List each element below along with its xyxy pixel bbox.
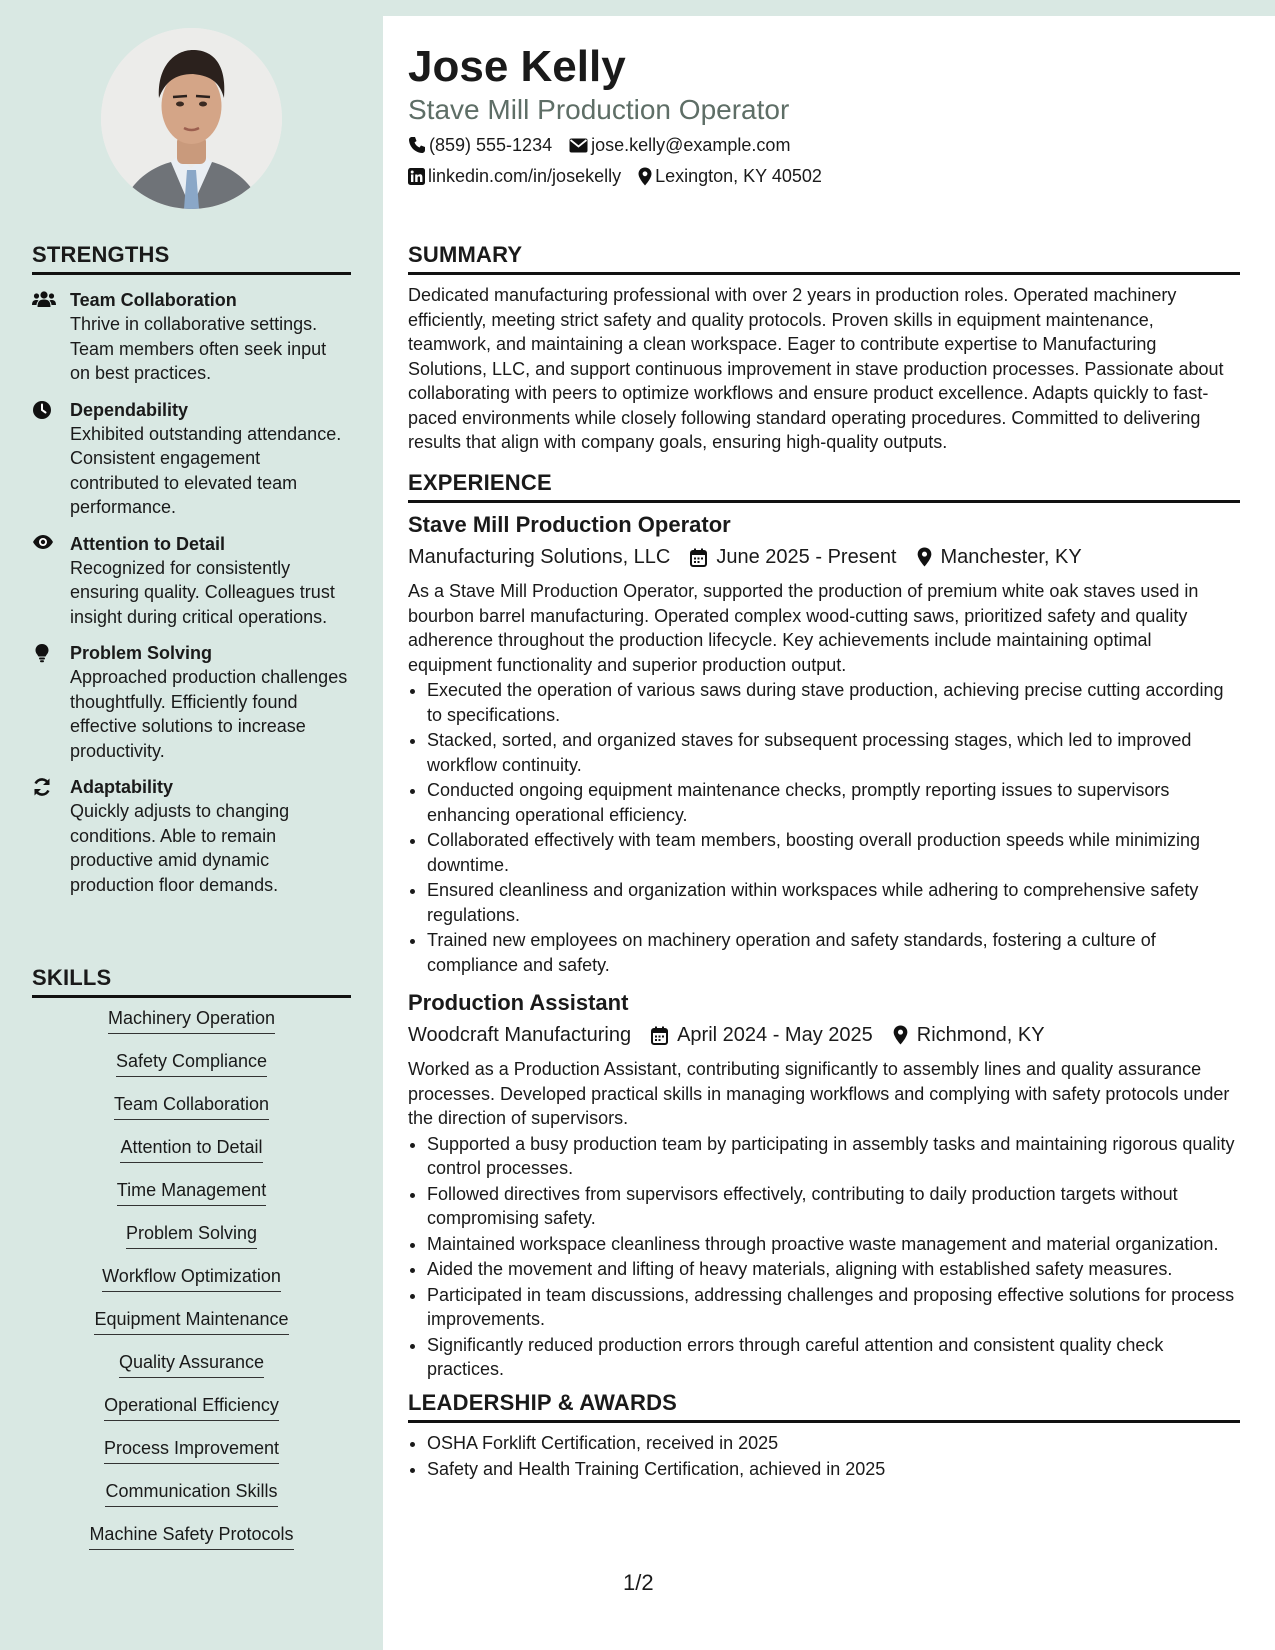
awards-section — [408, 1390, 1240, 1481]
strength-item — [32, 398, 351, 520]
job-dates — [651, 1021, 873, 1049]
contact-phone — [408, 133, 552, 157]
calendar-icon — [651, 1026, 668, 1045]
summary-text: Dedicated manufacturing professional with over 2 years in production roles. Operated machinery efficiently, meeting strict safety and quality protocols. Proven skills in equipment maintenance, teamwork, and maintaining a clean workspace. Eager to contribute expertise to Manufacturing Solutions, LLC, and support continuous improvement in stave production processes. Passionate about collaborating with peers to optimize workflows and ensure product excellence. Adapts quickly to fast-paced environments while closely following standard operating procedures. Committed to delivering results that align with company goals, ensuring high-quality outputs. — [408, 285, 1224, 452]
location-text: Lexington, KY 40502 — [655, 166, 822, 186]
strength-name: Team Collaboration — [70, 290, 237, 310]
job-location-text: Manchester, KY — [940, 546, 1082, 568]
refresh-icon — [32, 775, 70, 897]
skill-item: Time Management — [117, 1179, 266, 1206]
skill-item: Communication Skills — [105, 1480, 277, 1507]
page-number: 1/2 — [623, 1570, 654, 1595]
map-pin-icon — [638, 167, 652, 186]
contact-row — [408, 164, 1240, 188]
job-bullet: • Followed directives from supervisors effectively, contributing to daily production targets without compromising safety. — [427, 1182, 1240, 1231]
job-bullets — [408, 1132, 1240, 1382]
strength-item — [32, 775, 351, 897]
contact-location — [638, 164, 822, 188]
summary-section — [408, 242, 1240, 455]
job-role: Production Assistant — [408, 990, 629, 1015]
sidebar — [0, 0, 383, 1650]
skill-item: Safety Compliance — [116, 1050, 267, 1077]
skill-item: Team Collaboration — [114, 1093, 269, 1120]
calendar-icon — [690, 548, 707, 567]
job-company: Woodcraft Manufacturing — [408, 1024, 632, 1046]
candidate-title: Stave Mill Production Operator — [408, 94, 790, 125]
summary-title: SUMMARY — [408, 242, 1240, 275]
job-location — [917, 543, 1082, 571]
job-description: As a Stave Mill Production Operator, supported the production of premium white oak staves used in bourbon barrel manufacturing. Operated complex wood-cutting saws, prioritized safety and quality adherence throughout the production lifecycle. Key achievements include maintaining optimal equipment functionality and superior production output. — [408, 581, 1199, 675]
phone-icon — [408, 136, 426, 154]
experience-section — [408, 470, 1240, 1382]
email-text: jose.kelly@example.com — [591, 135, 791, 155]
job-bullet: • Aided the movement and lifting of heavy materials, aligning with established safety measures. — [427, 1257, 1240, 1282]
job-meta — [408, 543, 1240, 571]
linkedin-icon — [408, 168, 425, 185]
job-bullet: • Participated in team discussions, addressing challenges and proposing effective solutions for process improvements. — [427, 1283, 1240, 1332]
map-pin-icon — [893, 1025, 908, 1045]
top-band — [383, 0, 1275, 16]
strength-desc: Approached production challenges thoughtfully. Efficiently found effective solutions to increase productivity. — [70, 667, 348, 761]
job-bullet: • Supported a busy production team by participating in assembly tasks and maintaining rigorous quality control processes. — [427, 1132, 1240, 1181]
job-bullet: • Executed the operation of various saws during stave production, achieving precise cutting according to specifications. — [427, 678, 1240, 727]
strength-item — [32, 641, 351, 763]
job-company: Manufacturing Solutions, LLC — [408, 546, 671, 568]
skills-list — [32, 1007, 351, 1566]
clock-icon — [32, 398, 70, 520]
profile-photo — [101, 28, 282, 209]
skill-item: Machine Safety Protocols — [89, 1523, 293, 1550]
eye-icon — [32, 532, 70, 630]
job-dates — [690, 543, 896, 571]
job-bullet: • Maintained workspace cleanliness through proactive waste management and material organization. — [427, 1232, 1240, 1257]
skill-item: Quality Assurance — [119, 1351, 264, 1378]
contact-row — [408, 133, 1240, 157]
job-bullet: • Collaborated effectively with team members, boosting overall production speeds while minimizing downtime. — [427, 828, 1240, 877]
users-icon — [32, 288, 70, 386]
job-bullet: • Conducted ongoing equipment maintenance checks, promptly reporting issues to supervisors enhancing operational efficiency. — [427, 778, 1240, 827]
awards-title: LEADERSHIP & AWARDS — [408, 1390, 1240, 1423]
job-description: Worked as a Production Assistant, contributing significantly to assembly lines and quality assurance processes. Developed practical skills in managing workflows and complying with safety protocols under the direction of supervisors. — [408, 1059, 1230, 1128]
strength-desc: Quickly adjusts to changing conditions. Able to remain productive amid dynamic production floor demands. — [70, 801, 290, 895]
candidate-name: Jose Kelly — [408, 42, 626, 91]
skill-item: Operational Efficiency — [104, 1394, 279, 1421]
job-location — [893, 1021, 1045, 1049]
skills-section — [32, 965, 351, 1566]
map-pin-icon — [917, 547, 932, 567]
phone-text: (859) 555-1234 — [429, 135, 553, 155]
job-meta — [408, 1021, 1240, 1049]
lightbulb-icon — [32, 641, 70, 763]
strength-item — [32, 532, 351, 630]
job-bullet: • Significantly reduced production errors through careful attention and consistent quality check practices. — [427, 1333, 1240, 1382]
strength-name: Attention to Detail — [70, 533, 225, 554]
strength-item — [32, 288, 351, 386]
job-bullet: • Ensured cleanliness and organization within workspaces while adhering to comprehensive safety regulations. — [427, 878, 1240, 927]
linkedin-text: linkedin.com/in/josekelly — [428, 166, 622, 186]
strength-desc: Exhibited outstanding attendance. Consistent engagement contributed to elevated team performance. — [70, 423, 342, 517]
job-bullet: • Stacked, sorted, and organized staves for subsequent processing stages, which led to improved workflow continuity. — [427, 728, 1240, 777]
skill-item: Workflow Optimization — [102, 1265, 281, 1292]
strength-name: Problem Solving — [70, 643, 213, 663]
skill-item: Process Improvement — [104, 1437, 279, 1464]
skills-title: SKILLS — [32, 965, 351, 998]
job-bullets — [408, 678, 1240, 977]
strength-desc: Thrive in collaborative settings. Team members often seek input on best practices. — [70, 314, 327, 383]
strength-name: Dependability — [70, 399, 189, 420]
job-location-text: Richmond, KY — [916, 1024, 1045, 1046]
experience-title: EXPERIENCE — [408, 470, 1240, 503]
award-item: • Safety and Health Training Certification, achieved in 2025 — [427, 1457, 1240, 1482]
job-role: Stave Mill Production Operator — [408, 512, 731, 537]
job-bullet: • Trained new employees on machinery operation and safety standards, fostering a culture of compliance and safety. — [427, 928, 1240, 977]
envelope-icon — [569, 138, 588, 153]
job-dates-text: April 2024 - May 2025 — [677, 1024, 873, 1046]
awards-list — [408, 1431, 1240, 1481]
award-item: • OSHA Forklift Certification, received in 2025 — [427, 1431, 1240, 1456]
strengths-section — [32, 242, 351, 897]
skill-item: Machinery Operation — [108, 1007, 275, 1034]
strength-desc: Recognized for consistently ensuring quality. Colleagues trust insight during critical operations. — [70, 557, 335, 627]
strength-name: Adaptability — [70, 777, 174, 797]
main-content — [408, 40, 1240, 1479]
contact-email — [569, 133, 790, 157]
strengths-title: STRENGTHS — [32, 242, 351, 275]
job-entry — [408, 989, 1240, 1382]
resume-header — [408, 40, 1240, 188]
job-entry — [408, 511, 1240, 977]
job-dates-text: June 2025 - Present — [716, 546, 897, 568]
skill-item: Attention to Detail — [120, 1136, 262, 1163]
contact-linkedin — [408, 164, 621, 188]
skill-item: Equipment Maintenance — [94, 1308, 288, 1335]
skill-item: Problem Solving — [126, 1222, 257, 1249]
